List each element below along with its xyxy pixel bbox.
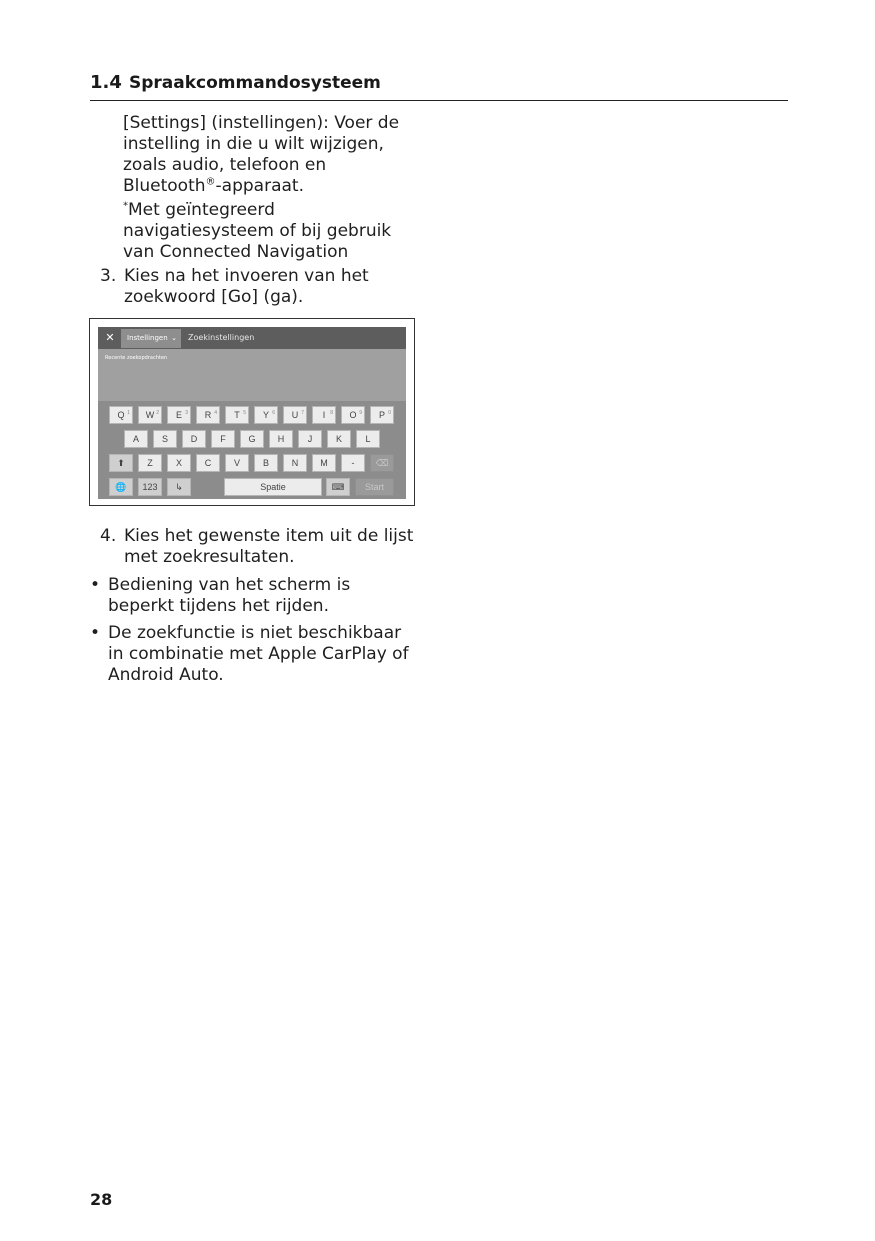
key-g[interactable]: G — [240, 430, 264, 448]
key-i[interactable]: I 8 — [312, 406, 336, 424]
key-x[interactable]: X — [167, 454, 191, 472]
recent-searches-area — [98, 349, 406, 401]
settings-dropdown[interactable] — [121, 329, 181, 348]
step-text: Kies na het invoeren van het zoekwoord [Go] (ga). — [124, 266, 369, 307]
key-r[interactable]: R 4 — [196, 406, 220, 424]
footnote — [123, 200, 423, 263]
key-o[interactable]: O 9 — [341, 406, 365, 424]
key-e[interactable]: E 3 — [167, 406, 191, 424]
footnote-mark: * — [123, 200, 128, 212]
bullet-text: Bediening van het scherm is beperkt tijdens het rijden. — [108, 575, 351, 616]
bullet-mark: • — [90, 623, 101, 643]
key-s[interactable]: S — [153, 430, 177, 448]
key-b[interactable]: B — [254, 454, 278, 472]
dropdown-label: Instellingen — [127, 334, 168, 342]
backspace-icon[interactable]: ⌫ — [370, 454, 394, 472]
recent-searches-label: Recente zoekopdrachten — [105, 355, 168, 361]
globe-icon[interactable]: 🌐 — [109, 478, 133, 496]
tab-search-settings[interactable]: Zoekinstellingen — [188, 333, 255, 342]
section-title: Spraakcommandosysteem — [129, 73, 381, 93]
key-hyphen[interactable]: - — [341, 454, 365, 472]
key-d[interactable]: D — [182, 430, 206, 448]
key-m[interactable]: M — [312, 454, 336, 472]
section-header — [90, 72, 788, 101]
key-f[interactable]: F — [211, 430, 235, 448]
key-t[interactable]: T 5 — [225, 406, 249, 424]
step-number: 4. — [100, 526, 117, 546]
bullet-text: De zoekfunctie is niet beschikbaar in combinatie met Apple CarPlay of Android Auto. — [108, 623, 409, 685]
key-y[interactable]: Y 6 — [254, 406, 278, 424]
key-w[interactable]: W 2 — [138, 406, 162, 424]
settings-text-end: -apparaat. — [215, 176, 304, 196]
key-l[interactable]: L — [356, 430, 380, 448]
registered-mark: ® — [205, 176, 216, 188]
search-screen — [98, 327, 406, 499]
key-u[interactable]: U 7 — [283, 406, 307, 424]
page-number: 28 — [90, 1190, 113, 1209]
section-number: 1.4 — [90, 72, 122, 93]
keyboard-icon[interactable]: ⌨ — [326, 478, 350, 496]
space-key[interactable]: Spatie — [224, 478, 322, 496]
bullet-item — [90, 623, 410, 686]
key-p[interactable]: P 0 — [370, 406, 394, 424]
screenshot-figure — [89, 318, 415, 506]
shift-key-icon[interactable]: ⬆ — [109, 454, 133, 472]
step-text: Kies het gewenste item uit de lijst met zoekresultaten. — [124, 526, 414, 567]
key-a[interactable]: A — [124, 430, 148, 448]
bullet-item — [90, 575, 410, 617]
screen-top-bar — [98, 327, 406, 349]
key-z[interactable]: Z — [138, 454, 162, 472]
key-k[interactable]: K — [327, 430, 351, 448]
key-v[interactable]: V — [225, 454, 249, 472]
key-j[interactable]: J — [298, 430, 322, 448]
step-4 — [100, 526, 420, 568]
step-number: 3. — [100, 266, 117, 286]
numbers-key[interactable]: 123 — [138, 478, 162, 496]
footnote-text: Met geïntegreerd navigatiesysteem of bij gebruik van Connected Navigation — [123, 200, 392, 262]
start-button[interactable]: Start — [355, 478, 394, 496]
settings-text: [Settings] (instellingen): Voer de instelling in die u wilt wijzigen, zoals audio, telefoon en Bluetooth — [123, 113, 400, 196]
step-3 — [100, 266, 420, 308]
key-q[interactable]: Q 1 — [109, 406, 133, 424]
key-c[interactable]: C — [196, 454, 220, 472]
settings-paragraph — [123, 113, 423, 197]
key-n[interactable]: N — [283, 454, 307, 472]
close-icon[interactable]: ✕ — [105, 331, 115, 344]
bullet-mark: • — [90, 575, 101, 595]
chevron-down-icon: ⌄ — [171, 334, 177, 342]
enter-icon[interactable]: ↳ — [167, 478, 191, 496]
key-h[interactable]: H — [269, 430, 293, 448]
